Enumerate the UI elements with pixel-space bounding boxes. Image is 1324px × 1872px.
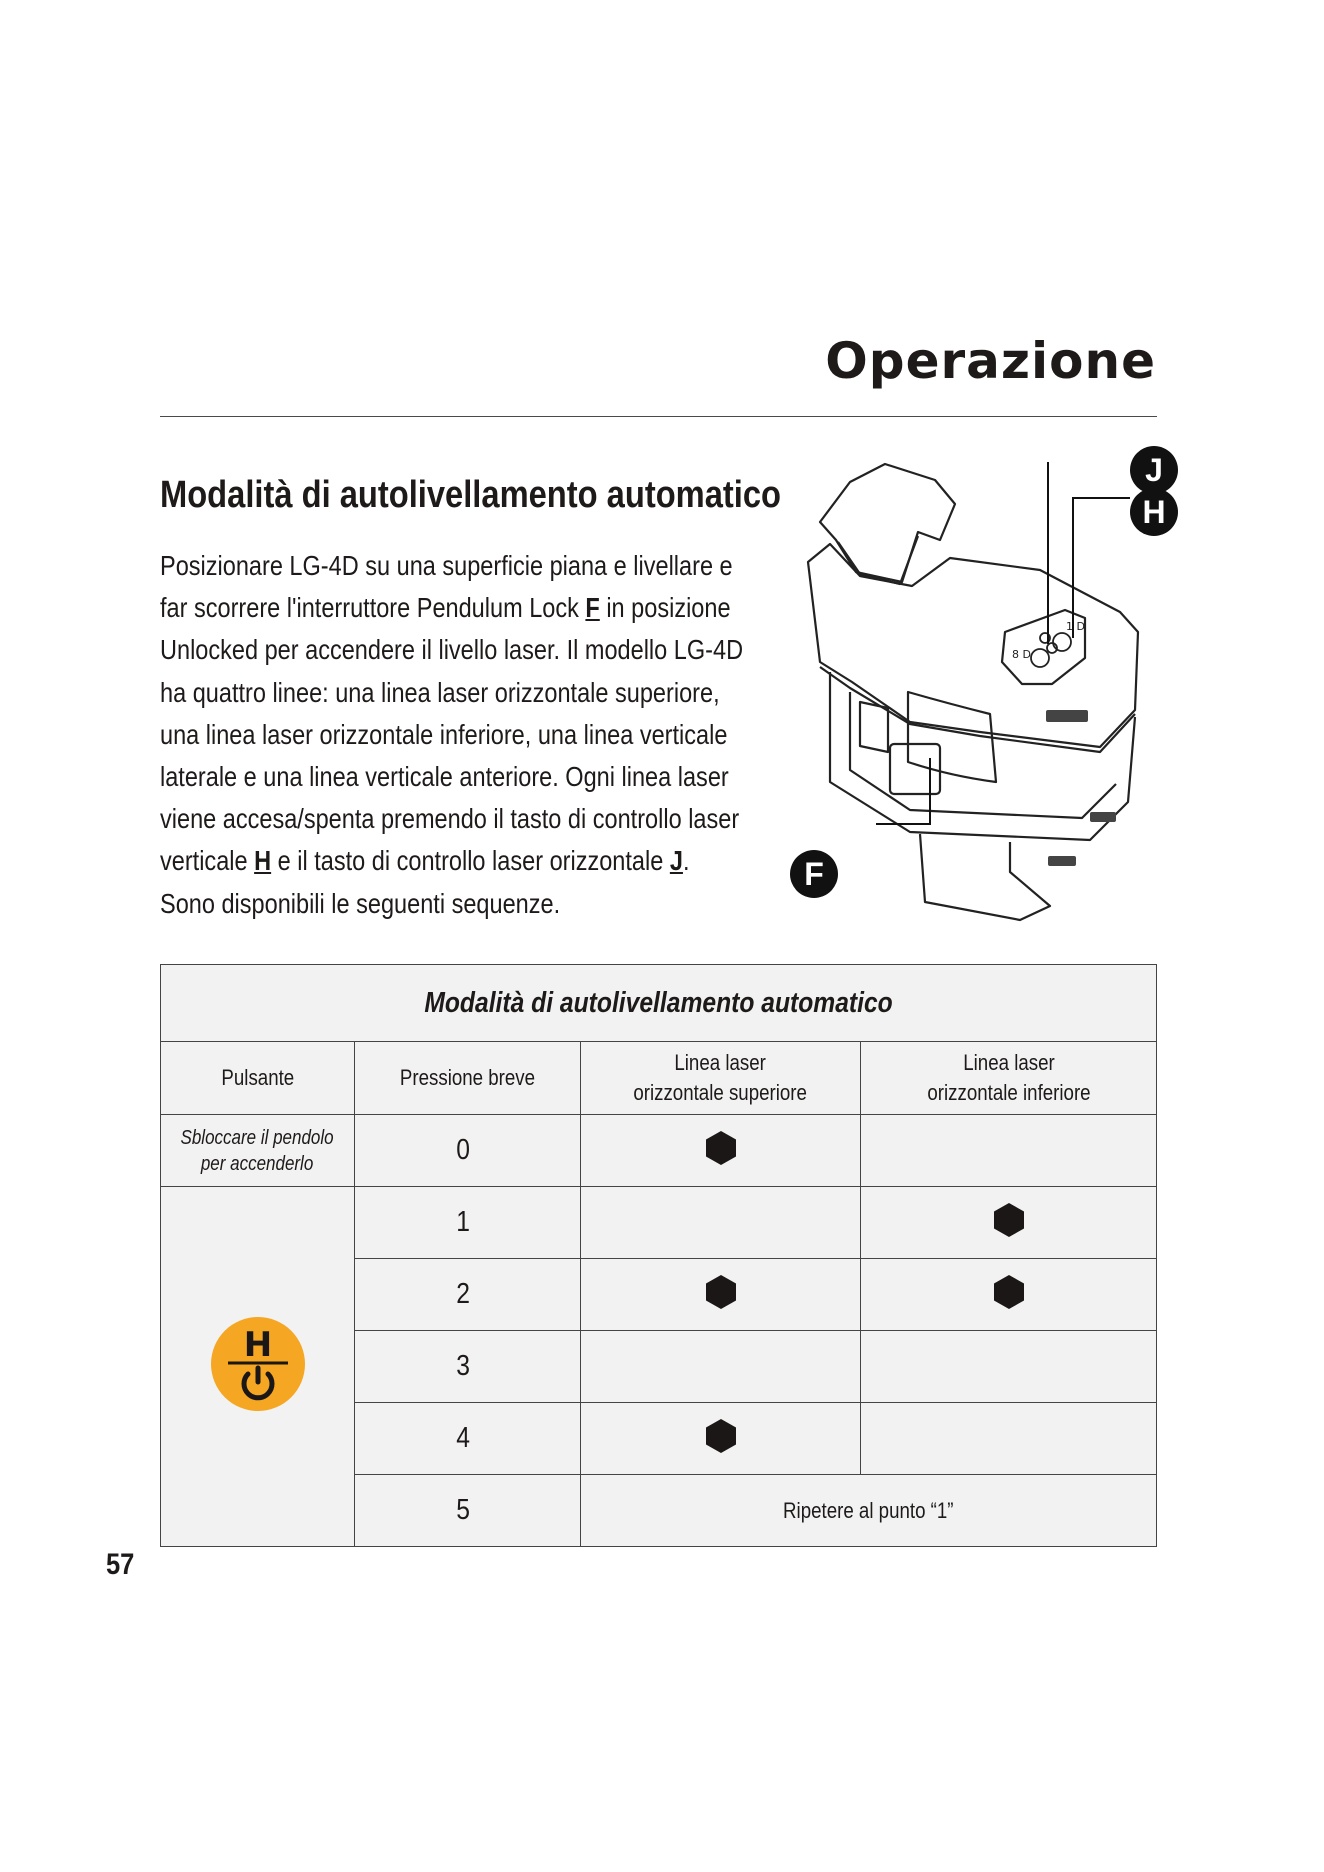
device-upper-body	[808, 544, 1138, 747]
h-button-cell	[161, 1187, 355, 1547]
device-base-foot	[920, 834, 1050, 920]
upper-line-cell	[581, 1331, 861, 1403]
header-lower-line: Linea laser orizzontale inferiore	[861, 1042, 1157, 1115]
section-title: Operazione	[825, 332, 1156, 390]
page-number: 57	[106, 1548, 135, 1581]
lower-line-cell	[861, 1259, 1157, 1331]
ref-letter: J	[669, 845, 683, 877]
step-number: 2	[355, 1259, 581, 1331]
intro-line: verticale H e il tasto di controllo laser orizzontale J.	[160, 845, 690, 877]
hexagon-icon	[704, 1130, 738, 1166]
callout-line-f	[876, 758, 930, 824]
intro-line: laterale e una linea verticale anteriore. Ogni linea laser	[160, 761, 729, 793]
step-number: 4	[355, 1403, 581, 1475]
device-top-cap	[820, 464, 955, 582]
repeat-note: Ripetere al punto “1”	[581, 1475, 1157, 1547]
hexagon-icon	[992, 1202, 1026, 1238]
svg-text:1 D: 1 D	[1066, 620, 1085, 633]
callout-line-j	[1048, 462, 1130, 644]
upper-line-cell	[581, 1187, 861, 1259]
ref-letter: H	[254, 845, 272, 877]
header-short-press: Pressione breve	[355, 1042, 581, 1115]
intro-paragraph	[160, 545, 748, 925]
lower-line-cell	[861, 1403, 1157, 1475]
step-number: 3	[355, 1331, 581, 1403]
intro-line: Sono disponibili le seguenti sequenze.	[160, 887, 561, 919]
callout-j: J	[1130, 446, 1178, 494]
svg-text:H: H	[243, 1325, 272, 1365]
table-row	[161, 1115, 1157, 1187]
intro-line: far scorrere l'interruttore Pendulum Lock F in posizione	[160, 592, 731, 624]
unlock-note: Sbloccare il pendolo per accenderlo	[161, 1115, 355, 1187]
hexagon-icon	[992, 1274, 1026, 1310]
intro-line: ha quattro linee: una linea laser orizzontale superiore,	[160, 676, 720, 708]
header-button: Pulsante	[161, 1042, 355, 1115]
header-upper-line: Linea laser orizzontale superiore	[581, 1042, 861, 1115]
intro-line: Unlocked per accendere il livello laser. Il modello LG-4D	[160, 634, 744, 666]
upper-line-cell	[581, 1403, 861, 1475]
laser-level-diagram	[790, 462, 1170, 922]
step-number: 5	[355, 1475, 581, 1547]
callout-h: H	[1130, 488, 1178, 536]
lower-line-cell	[861, 1115, 1157, 1187]
lower-line-cell	[861, 1187, 1157, 1259]
upper-line-cell	[581, 1115, 861, 1187]
upper-line-cell	[581, 1259, 861, 1331]
hexagon-icon	[704, 1418, 738, 1454]
intro-heading: Modalità di autolivellamento automatico	[160, 474, 782, 516]
table-row	[161, 1187, 1157, 1259]
header-divider	[160, 416, 1157, 417]
intro-line: Posizionare LG-4D su una superficie piana e livellare e	[160, 550, 733, 581]
panel-button-h	[1031, 649, 1049, 667]
step-number: 0	[355, 1115, 581, 1187]
intro-line: una linea laser orizzontale inferiore, una linea verticale	[160, 718, 728, 750]
callout-f: F	[790, 850, 838, 898]
hexagon-icon	[704, 1274, 738, 1310]
ref-letter: F	[585, 592, 600, 624]
lower-line-cell	[861, 1331, 1157, 1403]
h-power-button-icon	[210, 1316, 306, 1412]
intro-line: viene accesa/spenta premendo il tasto di controllo laser	[160, 803, 740, 835]
table-title: Modalità di autolivellamento automatico	[161, 965, 1157, 1042]
svg-text:8 D: 8 D	[1012, 648, 1031, 661]
step-number: 1	[355, 1187, 581, 1259]
panel-button-j	[1053, 633, 1071, 651]
mode-table	[160, 964, 1157, 1547]
